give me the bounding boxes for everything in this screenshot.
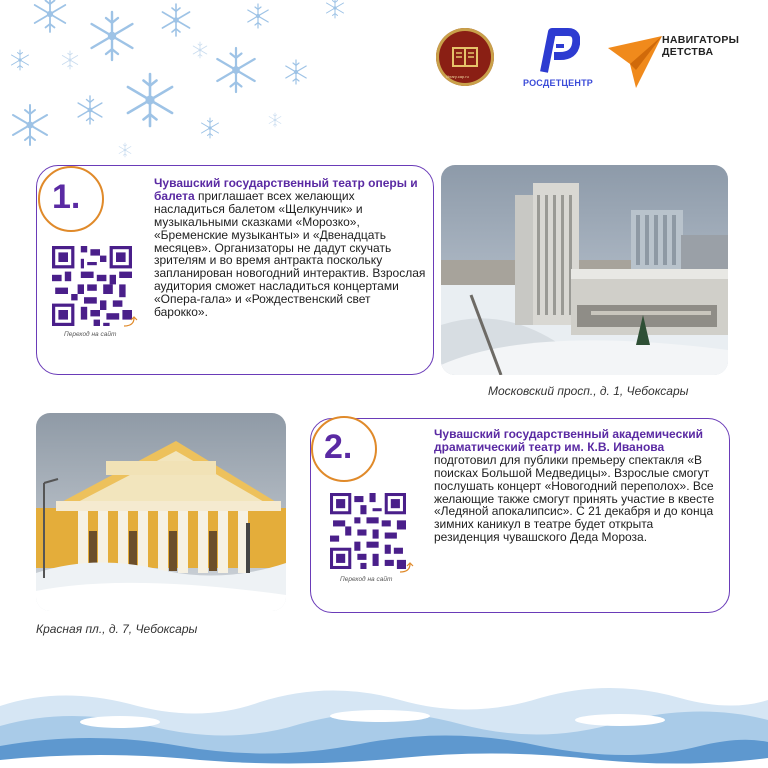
address-1: Московский просп., д. 1, Чебоксары [488,384,689,398]
item-text-2: подготовил для публики премьеру спектакля «В поисках Большой Медведицы». Взрослые смогут послушать концерт «Новогодний переполох». Все желающие также смогут принять участие в квесте «Ледяной апокалипсис». С 21 декабря и до конца зимних каникул в театре будет открыта резиденция чувашского Деда Мороза. [434,452,715,545]
library-logo [436,28,494,86]
curved-arrow-icon [122,316,140,328]
rosdetcentr-mark-icon [536,28,580,76]
item-title-1: Чувашский государственный театр оперы и балета [154,176,418,203]
item-description-2 [434,428,722,544]
rosdetcentr-logo [512,28,604,94]
navigators-label-line2: ДЕТСТВА [662,46,714,58]
snowflakes-decoration [0,0,440,170]
paper-plane-icon [606,34,664,90]
qr-caption-2[interactable]: Переход на сайт [340,576,393,583]
book-icon [450,42,480,72]
item-title-2: Чувашский государственный академический драматический театр им. К.В. Иванова [434,427,704,454]
item-description-1 [154,177,426,319]
curved-arrow-icon [398,562,416,574]
navigators-logo [606,30,746,92]
drama-theater-photo [36,413,286,611]
rosdetcentr-label: РОСДЕТЦЕНТР [523,78,593,88]
navigators-label [662,34,739,58]
library-logo-caption: library.cap.ru [446,74,469,79]
address-2: Красная пл., д. 7, Чебоксары [36,622,198,636]
navigators-label-line1: НАВИГАТОРЫ [662,34,740,46]
item-text-1: приглашает всех желающих насладиться балетом «Щелкунчик» и музыкальными сказками «Морозко», «Бременские музыканты» и «Двенадцать месяцев». Организаторы не дадут скучать зрителям и во время антракта поскольку запланирован новогодний интерактив. Взрослая аудитория сможет насладиться концертами «Опера-гала» и «Рождественский свет барокко». [154,188,426,320]
opera-theater-photo [441,165,728,375]
qr-caption-1[interactable]: Переход на сайт [64,331,117,338]
qr-code-1[interactable] [52,246,132,326]
qr-code-2[interactable] [330,493,406,569]
item-number-1: 1. [52,178,81,216]
snow-waves-decoration [0,676,768,768]
item-number-2: 2. [324,428,353,466]
